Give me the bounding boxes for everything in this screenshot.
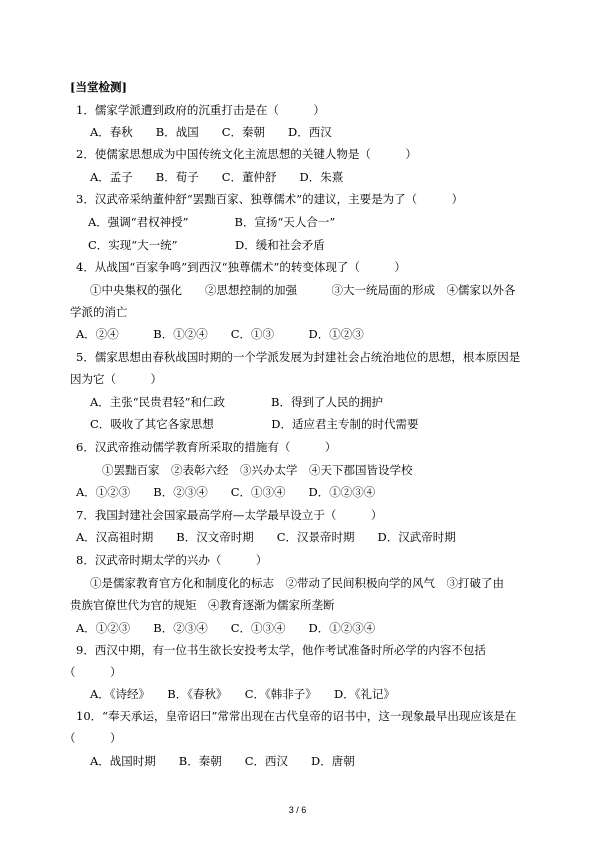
question-9-stem-1: 9．西汉中期，有一位书生欲长安投考太学，他作考试准备时所必学的内容不包括 (76, 643, 486, 657)
question-3-options-2: C．实现“大一统” D．缓和社会矛盾 (88, 238, 325, 252)
question-8-items-1: ①是儒家教育官方化和制度化的标志 ②带动了民间积极向学的风气 ③打破了由 (90, 576, 504, 590)
question-1-options: A．春秋 B．战国 C．秦朝 D．西汉 (90, 125, 332, 139)
question-5-stem-1: 5．儒家思想由春秋战国时期的一个学派发展为封建社会占统治地位的思想，根本原因是 (76, 350, 521, 364)
question-10-stem-1: 10．“奉天承运，皇帝诏曰”常常出现在古代皇帝的诏书中，这一现象最早出现应该是在 (76, 709, 517, 723)
question-9-options: A．《诗经》 B．《春秋》 C．《韩非子》 D．《礼记》 (90, 687, 396, 701)
question-5-options-1: A．主张“民贵君轻”和仁政 B．得到了人民的拥护 (90, 395, 384, 409)
question-8-options: A．①②③ B．②③④ C．①③④ D．①②③④ (76, 621, 376, 635)
question-6-options: A．①②③ B．②③④ C．①③④ D．①②③④ (76, 485, 376, 499)
question-4-stem: 4．从战国“百家争鸣”到西汉“独尊儒术”的转变体现了（ ） (76, 260, 406, 274)
question-10-options: A．战国时期 B．秦朝 C．西汉 D．唐朝 (90, 754, 355, 768)
question-7-stem: 7．我国封建社会国家最高学府—太学最早设立于（ ） (76, 508, 383, 522)
question-2-options: A．孟子 B．荀子 C．董仲舒 D．朱熹 (90, 170, 344, 184)
question-10-stem-2: （ ） (64, 731, 122, 745)
question-8-stem: 8．汉武帝时期太学的兴办（ ） (76, 553, 268, 567)
question-3-options-1: A．强调“君权神授” B．宣扬“天人合一” (88, 215, 336, 229)
question-5-stem-2: 因为它（ ） (70, 372, 162, 386)
question-9-stem-2: （ ） (64, 665, 122, 679)
question-6-stem: 6．汉武帝推动儒学教育所采取的措施有（ ） (76, 440, 337, 454)
question-4-options: A．②④ B．①②④ C．①③ D．①②③ (76, 327, 364, 341)
page-number: 3 / 6 (288, 805, 307, 815)
question-6-items: ①罢黜百家 ②表彰六经 ③兴办太学 ④天下郡国皆设学校 (102, 463, 413, 477)
question-7-options: A．汉高祖时期 B．汉文帝时期 C．汉景帝时期 D．汉武帝时期 (76, 530, 456, 544)
question-1-stem: 1．儒家学派遭到政府的沉重打击是在（ ） (76, 103, 325, 117)
question-2-stem: 2．使儒家思想成为中国传统文化主流思想的关键人物是（ ） (76, 147, 417, 161)
question-5-options-2: C．吸收了其它各家思想 D．适应君主专制的时代需要 (90, 417, 419, 431)
question-4-items-2: 学派的消亡 (70, 305, 128, 319)
question-3-stem: 3．汉武帝采纳董仲舒“罢黜百家、独尊儒术”的建议，主要是为了（ ） (76, 192, 464, 206)
question-8-items-2: 贵族官僚世代为官的规矩 ④教育逐渐为儒家所垄断 (70, 598, 335, 612)
question-4-items-1: ①中央集权的强化 ②思想控制的加强 ③大一统局面的形成 ④儒家以外各 (90, 283, 516, 297)
section-heading: [当堂检测] (70, 80, 127, 94)
